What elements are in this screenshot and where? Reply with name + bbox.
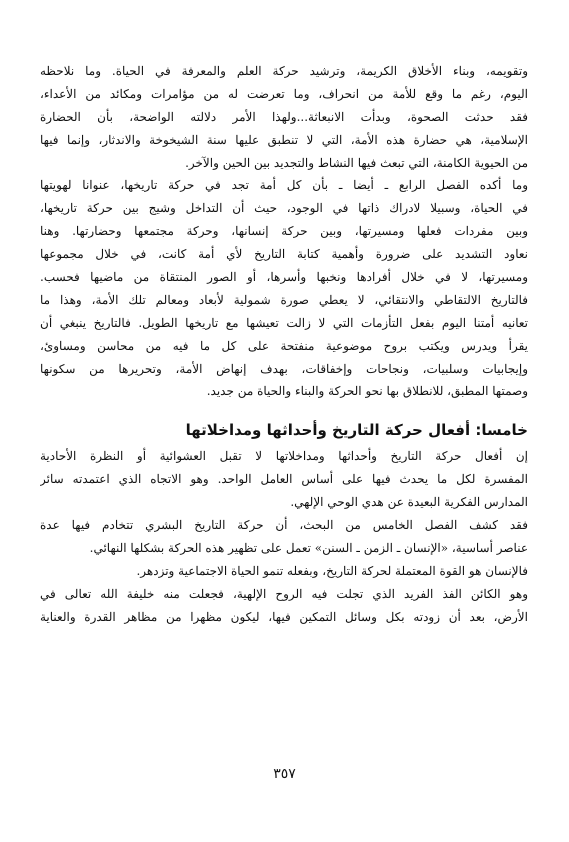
paragraph <box>40 560 528 629</box>
text-line: وتقويمه، وبناء الأخلاق الكريمة، وترشيد حركة العلم والمعرفة في الحياة. وما نلاحظه <box>40 64 528 78</box>
paragraph <box>40 174 528 403</box>
text-line: الأرض، بعد أن زودته بكل وسائل التمكين فيها، ليكون مظهرا من مظاهر القدرة والعناية <box>40 609 528 624</box>
text-line: يقرأ ويدرس ويكتب بروح موضوعية منفتحة على كل ما فيه من محاسن ومساوئ، <box>40 338 528 353</box>
text-line: عناصر أساسية، «الإنسان ـ الزمن ـ السنن» تعمل على تظهير هذه الحركة بشكلها النهائي. <box>89 540 528 555</box>
text-line: الإسلامية، هي حضارة هذه الأمة، التي لا تنطبق عليها سنة الشيخوخة والاندثار، وإنما فيها <box>40 132 528 147</box>
paragraph <box>40 60 528 174</box>
text-line: فالتاريخ الالتقاطي والانتقائي، لا يعطي صورة شمولية لأبعاد ومعالم تلك الأمة، وهذا ما <box>40 292 528 307</box>
page-number: ٣٥٧ <box>273 766 296 782</box>
text-line: ومسيرتها، لا في خلال أفرادها ونخبها وأسرها، أو الصور المنتقاة من ماضيها فحسب. <box>40 270 528 285</box>
paragraph <box>40 445 528 514</box>
text-line: اليوم، رغم ما وقع للأمة من انحراف، وما تعرضت له من مؤامرات ومكائد من الأعداء، <box>40 86 528 101</box>
text-line: المفسرة لكل ما يحدث فيها على أساس العامل الواحد. وهو الاتجاه الذي اعتمدته سائر <box>40 472 528 487</box>
text-line: في الحياة، وسبيلا لادراك ذاتها في الوجود، حيث أن التداخل وشيج بين حركة تاريخها، <box>40 201 528 216</box>
text-line: وبين مفردات فعلها ومسيرتها، وبين حركة إنسانها، وحركة مجتمعها وحضارتها. وهنا <box>40 224 528 239</box>
text-line: وهو الكائن الفذ الفريد الذي تجلت فيه الروح الإلهية، فجعلت منه خليفة الله تعالى في <box>40 586 528 601</box>
text-line: إن أفعال حركة التاريخ وأحداثها ومداخلاتها لا تقبل العشوائية أو النظرة الأحادية <box>40 449 528 464</box>
text-line: فقد حدثت الصحوة، وبدأت الانبعاثة...ولهذا الأمر دلالته الواضحة، بأن الحضارة <box>40 109 528 124</box>
text-line: تعانيه أمتنا اليوم بفعل التأزمات التي لا زالت تعيشها مع تاريخها الطويل. فالتاريخ ينبغي أن <box>40 315 528 330</box>
text-line: نعاود التشديد على ضرورة وأهمية كتابة التاريخ لأي أمة كانت، في خلال مجموعها <box>40 247 528 262</box>
text-line: المدارس الفكرية البعيدة عن هدي الوحي الإلهي. <box>290 495 528 510</box>
page-body <box>40 60 528 628</box>
section-spacer <box>40 403 528 413</box>
text-line: فالإنسان هو القوة المعتملة لحركة التاريخ، وبفعله تنمو الحياة الاجتماعية وتزدهر. <box>136 563 528 578</box>
section-heading: خامسا: أفعال حركة التاريخ وأحداثها ومداخلاتها <box>185 421 528 440</box>
text-line: من الحيوية الكامنة، التي تبعث فيها النشاط والتجديد بين الحين والآخر. <box>185 155 528 170</box>
text-line: وإيجابيات وسلبيات، ونجاحات وإخفاقات، بهدف إنهاض الأمة، وتحريرها من سكونها <box>40 361 528 376</box>
paragraph <box>40 514 528 560</box>
text-line: وصمتها المطبق، للانطلاق بها نحو الحركة والبناء والحياة من جديد. <box>206 384 528 399</box>
text-line: فقد كشف الفصل الخامس من البحث، أن حركة التاريخ البشري تتخادم فيها عدة <box>40 518 528 533</box>
text-line: وما أكده الفصل الرابع ـ أيضا ـ بأن كل أمة تجد في حركة تاريخها، عنوانا لهويتها <box>40 178 528 193</box>
